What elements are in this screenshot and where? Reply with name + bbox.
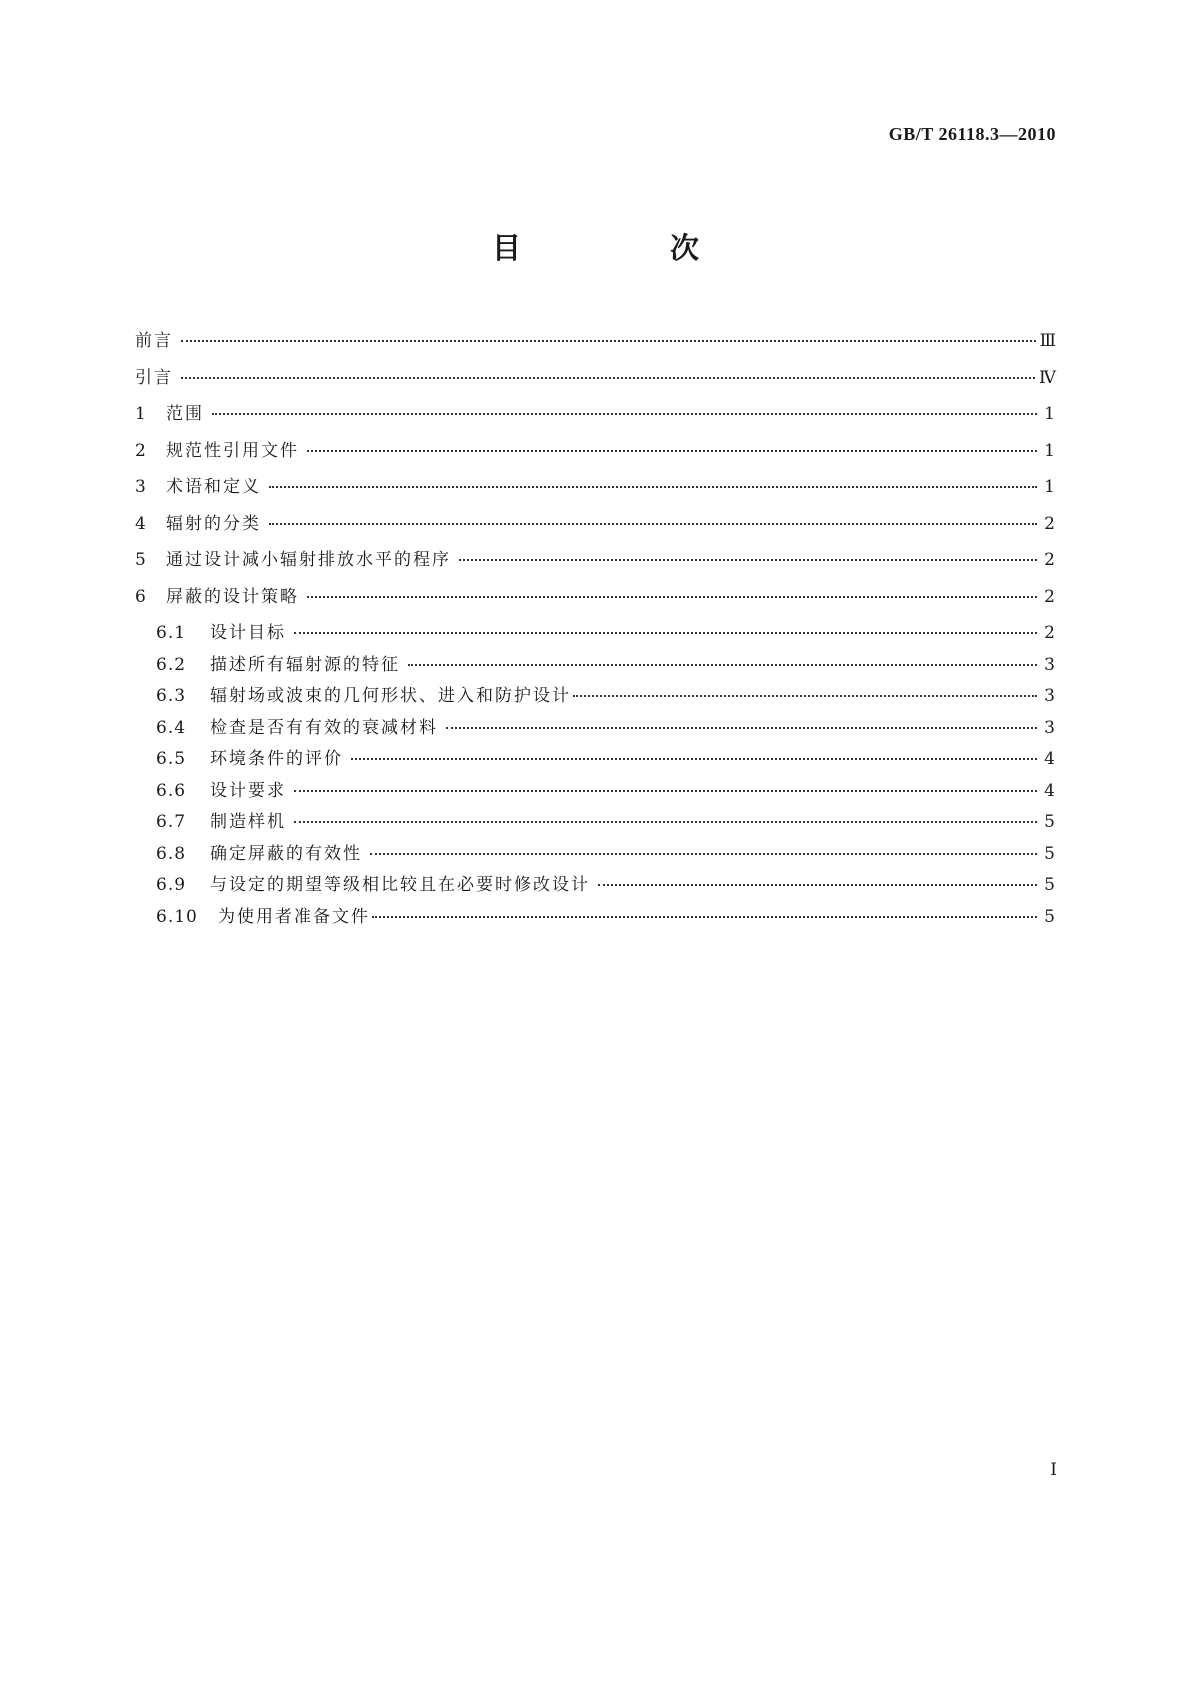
toc-entry-6-3[interactable] — [135, 681, 1055, 713]
toc-entry-label: 规范性引用文件 — [166, 440, 299, 461]
dot-leader — [294, 807, 1037, 827]
toc-entry-introduction[interactable] — [135, 363, 1055, 400]
dot-leader — [408, 650, 1037, 670]
toc-entry-number: 6.9 — [156, 875, 187, 895]
toc-entry-label: 检查是否有有效的衰减材料 — [210, 717, 438, 738]
toc-entry-number: 3 — [135, 477, 146, 497]
toc-entry-label: 术语和定义 — [166, 477, 261, 497]
toc-entry-number: 6.6 — [156, 780, 187, 801]
toc-entry-label: 辐射场或波束的几何形状、进入和防护设计 — [210, 686, 571, 706]
toc-entry-page: 3 — [1044, 686, 1055, 706]
toc-entry-page: 5 — [1044, 843, 1055, 864]
toc-entry-label: 前言 — [135, 331, 173, 351]
dot-leader — [212, 399, 1037, 419]
toc-entry-page: 3 — [1044, 717, 1055, 738]
toc-entry-6[interactable] — [135, 582, 1055, 619]
page-number: I — [1050, 1460, 1057, 1480]
toc-entry-page: 1 — [1044, 404, 1055, 424]
dot-leader — [307, 436, 1037, 456]
dot-leader — [294, 776, 1037, 796]
toc-entry-page: 2 — [1044, 550, 1055, 570]
toc-entry-page: 4 — [1044, 749, 1055, 769]
toc-entry-label: 环境条件的评价 — [210, 749, 343, 769]
table-of-contents — [135, 326, 1055, 933]
toc-entry-number: 4 — [135, 513, 146, 534]
toc-entry-6-7[interactable] — [135, 807, 1055, 839]
toc-entry-label: 制造样机 — [210, 812, 286, 832]
toc-entry-5[interactable] — [135, 545, 1055, 582]
dot-leader — [269, 509, 1037, 529]
dot-leader — [294, 618, 1037, 638]
toc-entry-6-6[interactable] — [135, 776, 1055, 808]
toc-entry-page: 2 — [1044, 623, 1055, 643]
dot-leader — [446, 713, 1037, 733]
toc-entry-6-5[interactable] — [135, 744, 1055, 776]
dot-leader — [181, 326, 1036, 346]
toc-entry-page: 5 — [1044, 906, 1055, 927]
dot-leader — [598, 870, 1037, 890]
toc-entry-6-8[interactable] — [135, 839, 1055, 871]
toc-entry-3[interactable] — [135, 472, 1055, 509]
toc-entry-4[interactable] — [135, 509, 1055, 546]
toc-entry-number: 6.8 — [156, 843, 187, 864]
toc-entry-page: 4 — [1044, 780, 1055, 801]
toc-entry-label: 为使用者准备文件 — [218, 906, 370, 927]
toc-entry-number: 2 — [135, 440, 146, 461]
toc-entry-label: 描述所有辐射源的特征 — [210, 654, 400, 675]
toc-entry-label: 引言 — [135, 367, 173, 388]
toc-entry-foreword[interactable] — [135, 326, 1055, 363]
toc-entry-number: 5 — [135, 550, 146, 570]
dot-leader — [370, 839, 1037, 859]
toc-entry-page: 1 — [1044, 477, 1055, 497]
dot-leader — [372, 902, 1037, 922]
toc-entry-6-1[interactable] — [135, 618, 1055, 650]
standard-code: GB/T 26118.3—2010 — [888, 124, 1056, 144]
toc-entry-number: 6.2 — [156, 654, 187, 675]
dot-leader — [459, 545, 1037, 565]
toc-entry-label: 设计要求 — [210, 780, 286, 801]
toc-entry-6-10[interactable] — [135, 902, 1055, 934]
toc-entry-label: 辐射的分类 — [166, 513, 261, 534]
toc-entry-page: 2 — [1044, 513, 1055, 534]
dot-leader — [307, 582, 1037, 602]
toc-entry-number: 6.3 — [156, 686, 187, 706]
toc-entry-page: Ⅲ — [1039, 331, 1055, 350]
toc-entry-number: 1 — [135, 404, 146, 424]
toc-entry-label: 与设定的期望等级相比较且在必要时修改设计 — [210, 875, 590, 895]
toc-entry-label: 设计目标 — [210, 623, 286, 643]
toc-entry-page: 2 — [1044, 586, 1055, 607]
toc-entry-page: 3 — [1044, 654, 1055, 675]
toc-entry-number: 6.7 — [156, 812, 187, 832]
toc-entry-6-9[interactable] — [135, 870, 1055, 902]
toc-entry-label: 范围 — [166, 404, 204, 424]
toc-entry-page: Ⅳ — [1039, 367, 1055, 387]
toc-entry-6-4[interactable] — [135, 713, 1055, 745]
toc-entry-label: 通过设计减小辐射排放水平的程序 — [166, 550, 451, 570]
toc-entry-6-2[interactable] — [135, 650, 1055, 682]
toc-entry-page: 1 — [1044, 440, 1055, 461]
dot-leader — [573, 681, 1037, 701]
toc-entry-number: 6.1 — [156, 623, 187, 643]
toc-entry-label: 屏蔽的设计策略 — [166, 586, 299, 607]
toc-entry-number: 6 — [135, 586, 146, 607]
page-title: 目 次 — [491, 231, 759, 265]
toc-entry-label: 确定屏蔽的有效性 — [210, 843, 362, 864]
toc-entry-number: 6.4 — [156, 717, 187, 738]
toc-entry-1[interactable] — [135, 399, 1055, 436]
toc-entry-number: 6.10 — [156, 906, 198, 927]
dot-leader — [351, 744, 1037, 764]
toc-entry-2[interactable] — [135, 436, 1055, 473]
toc-entry-page: 5 — [1044, 812, 1055, 832]
dot-leader — [269, 472, 1037, 492]
toc-entry-page: 5 — [1044, 875, 1055, 895]
dot-leader — [181, 363, 1035, 383]
toc-entry-number: 6.5 — [156, 749, 187, 769]
